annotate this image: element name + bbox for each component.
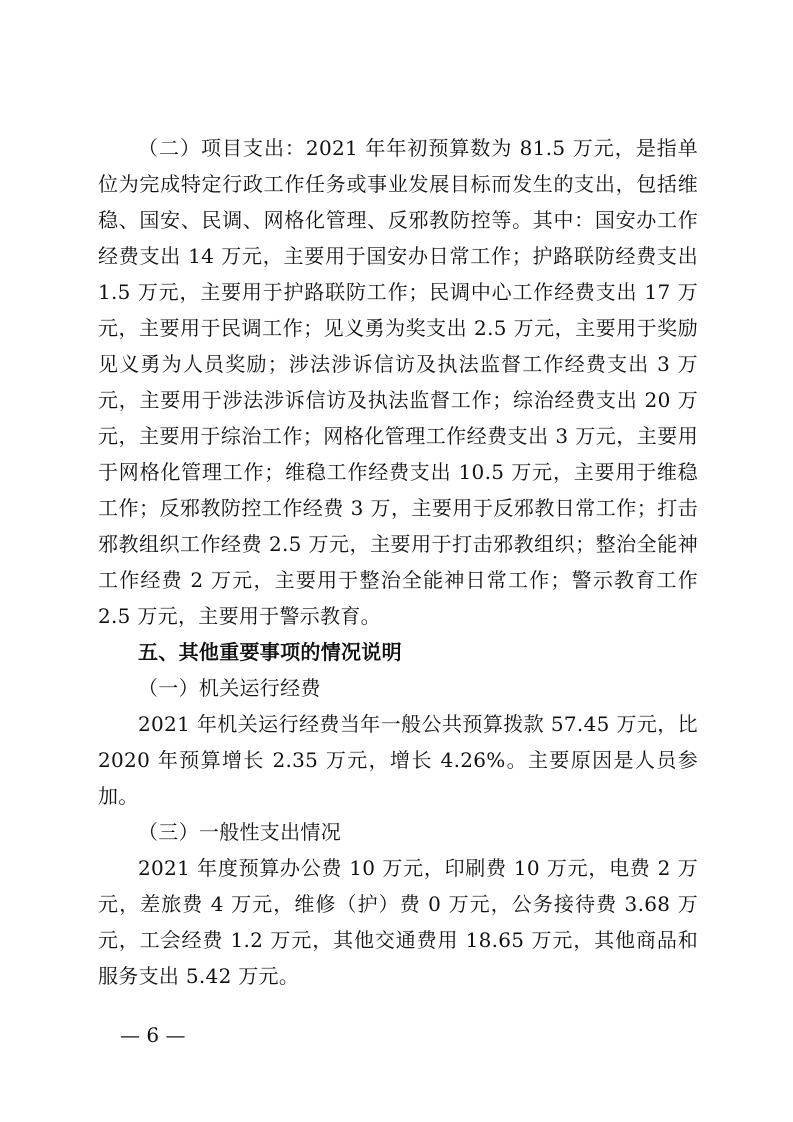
operating-expenses-paragraph: 2021 年机关运行经费当年一般公共预算拨款 57.45 万元，比 2020 年预算增长 2.35 万元，增长 4.26%。主要原因是人员参加。 [98,712,698,808]
project-expenditure-paragraph: （二）项目支出：2021 年年初预算数为 81.5 万元，是指单位为完成特定行政工作任务或事业发展目标而发生的支出，包括维稳、国安、民调、网格化管理、反邪教防控等。其中：国安办工作经费支出 14 万元，主要用于国安办日常工作；护路联防经费支出 1.5 万元，主要用于护路联防工作；民调中心工作经费支出 17 万元，主要用于民调工作；见义勇为奖支出 2.5 万元，主要用于奖励见义勇为人员奖励；涉法涉诉信访及执法监督工作经费支出 3 万元，主要用于涉法涉诉信访及执法监督工作；综治经费支出 20 万元，主要用于综治工作；网格化管理工作经费支出 3 万元，主要用于网格化管理工作；维稳工作经费支出 10.5 万元，主要用于维稳工作；反邪教防控工作经费 3 万，主要用于反邪教日常工作；打击邪教组织工作经费 2.5 万元，主要用于打击邪教组织；整治全能神工作经费 2 万元，主要用于整治全能神日常工作；警示教育工作 2.5 万元，主要用于警示教育。 [98,136,698,628]
document-body [98,130,698,994]
subheading-general-expenditure: （三）一般性支出情况 [138,820,341,844]
section-heading-other-matters: 五、其他重要事项的情况说明 [138,640,402,664]
general-expenditure-paragraph: 2021 年度预算办公费 10 万元，印刷费 10 万元，电费 2 万元，差旅费 4 万元，维修（护）费 0 万元，公务接待费 3.68 万元，工会经费 1.2 万元，其他交通费用 18.65 万元，其他商品和服务支出 5.42 万元。 [98,856,698,988]
subheading-operating-expenses: （一）机关运行经费 [138,676,321,700]
page-number: — 6 — [120,1023,186,1047]
